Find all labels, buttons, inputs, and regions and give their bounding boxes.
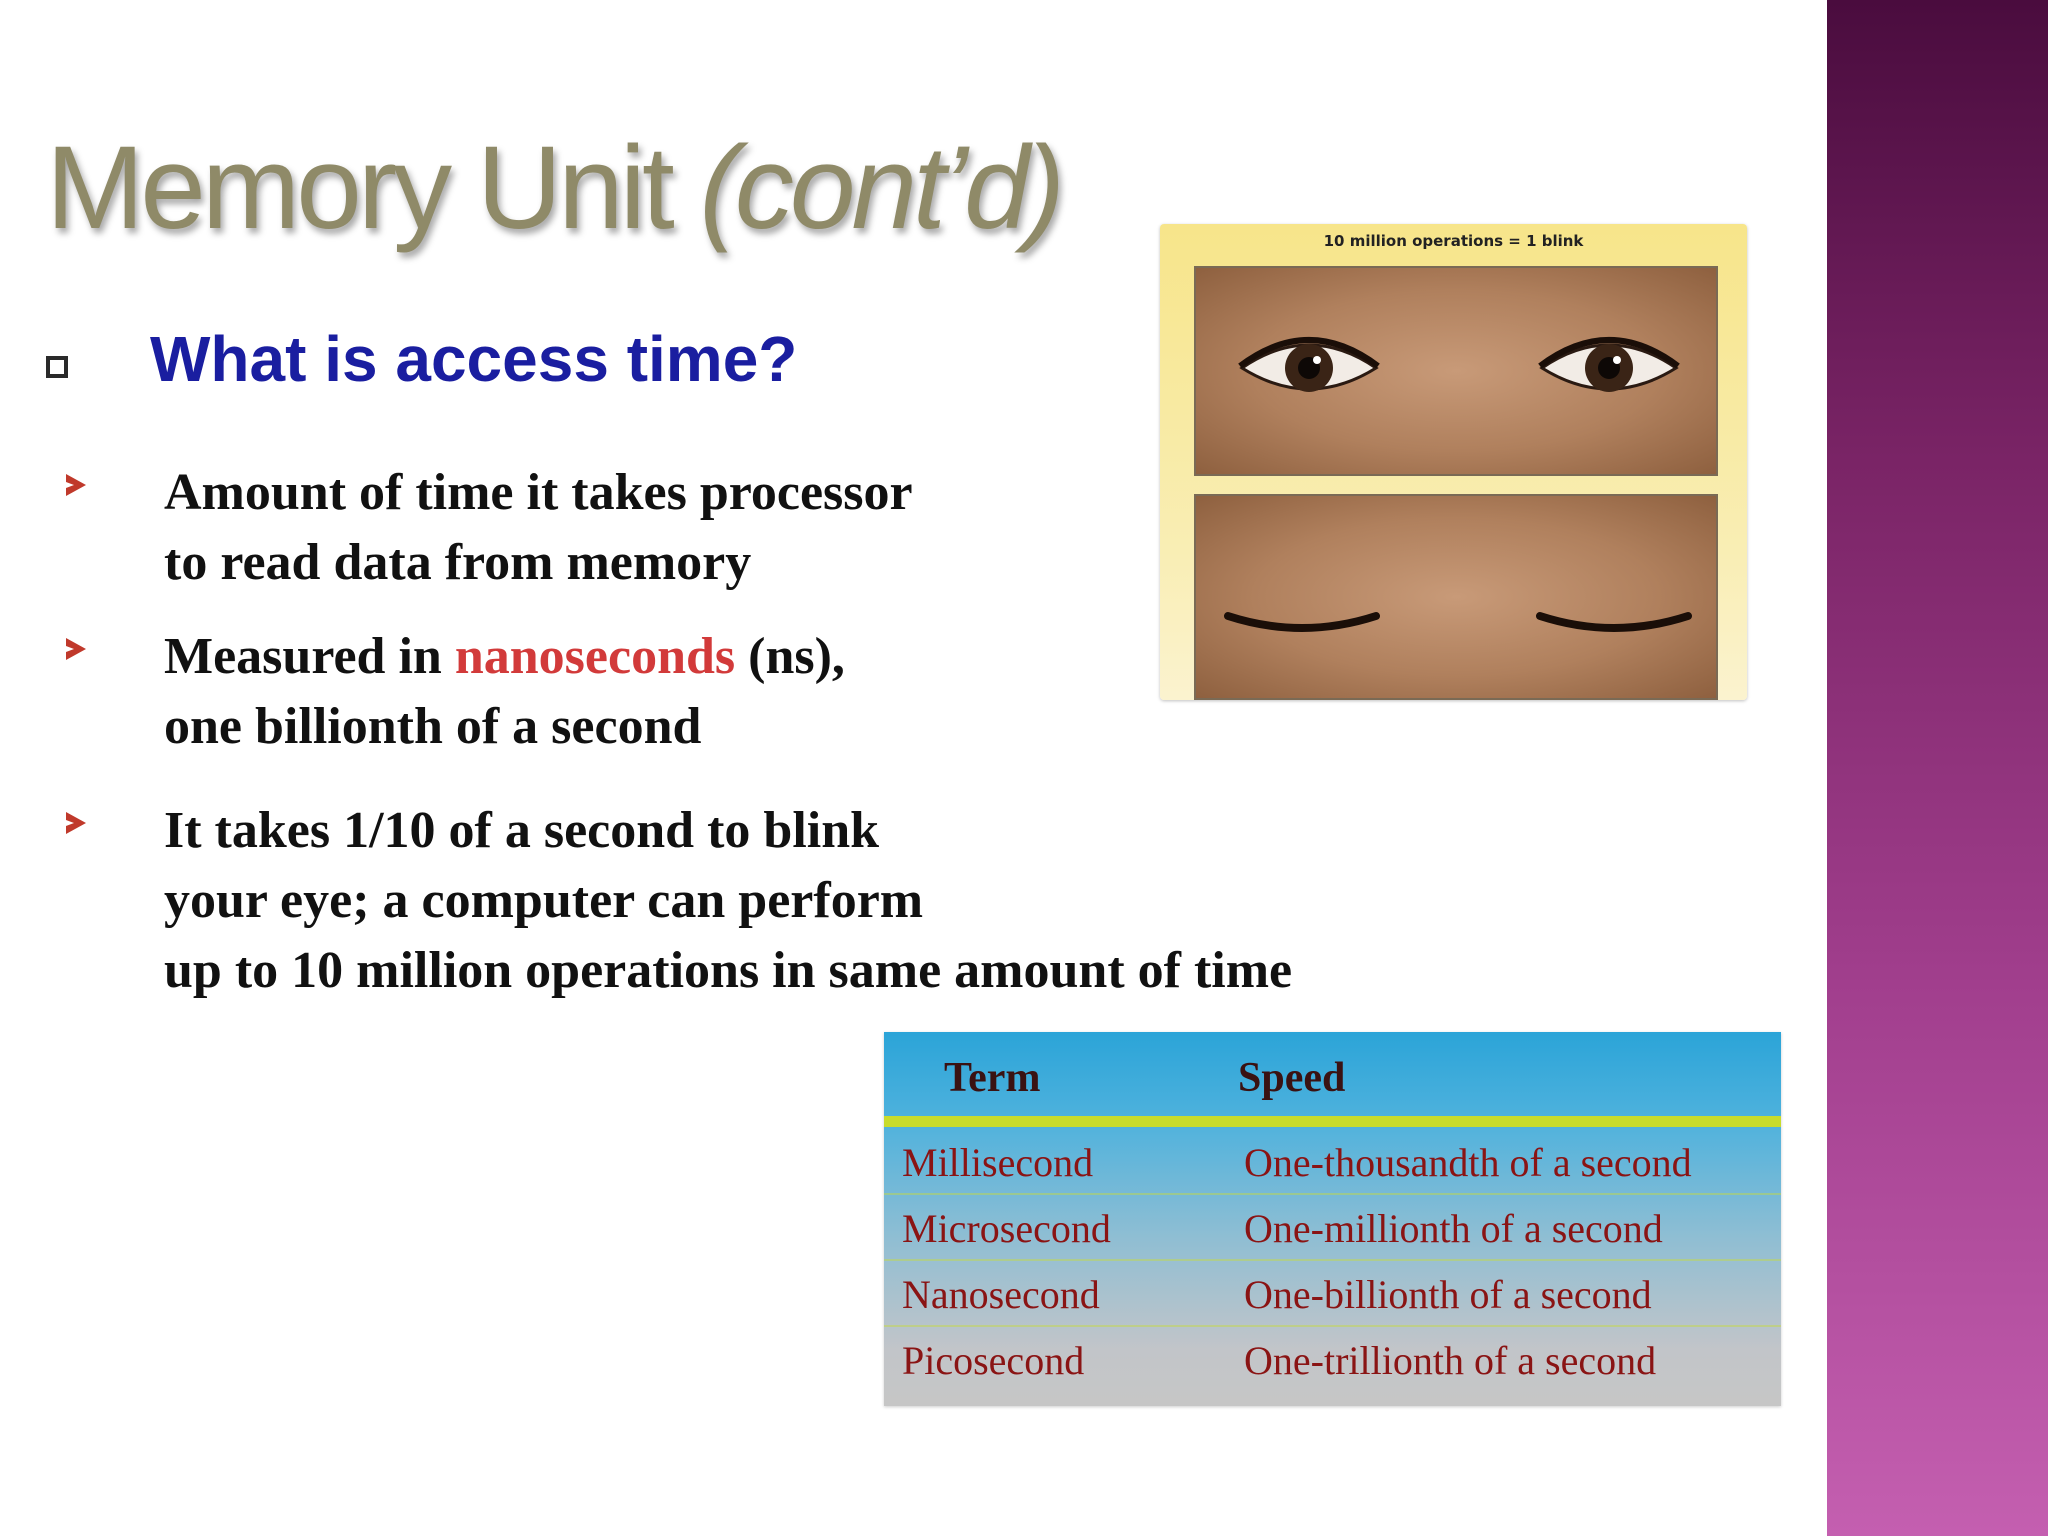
- table-cell-speed: One-thousandth of a second: [1244, 1140, 1692, 1185]
- table-row: [884, 1261, 1781, 1327]
- table-row: [884, 1129, 1781, 1195]
- table-cell-term: Microsecond: [902, 1206, 1111, 1251]
- table-cell-speed: One-millionth of a second: [1244, 1206, 1663, 1251]
- arrow-bullet-icon: [66, 474, 86, 496]
- eyes-open-panel: [1194, 266, 1718, 476]
- table-row: [884, 1327, 1781, 1393]
- table-cell-speed: One-billionth of a second: [1244, 1272, 1652, 1317]
- bullet-line: Amount of time it takes processor: [164, 464, 913, 521]
- bullet-text-after: (ns),: [735, 628, 845, 685]
- column-header-speed: Speed: [1238, 1055, 1346, 1101]
- bullet-line: up to 10 million operations in same amount of time: [164, 942, 1293, 999]
- closed-eye-icon: [1534, 596, 1694, 646]
- square-bullet-icon: [46, 356, 68, 378]
- arrow-bullet-icon: [66, 812, 86, 834]
- bullet-line: your eye; a computer can perform: [164, 872, 924, 929]
- slide-title-main: Memory Unit: [46, 122, 700, 254]
- time-units-table: [884, 1032, 1781, 1406]
- table-cell-speed: One-trillionth of a second: [1244, 1338, 1657, 1383]
- eyes-closed-panel: [1194, 494, 1718, 700]
- decorative-side-bar: [1827, 0, 2048, 1536]
- table-row: [884, 1195, 1781, 1261]
- column-header-term: Term: [944, 1055, 1041, 1101]
- bullet-line: one billionth of a second: [164, 698, 702, 755]
- table-cell-term: Millisecond: [902, 1140, 1094, 1185]
- slide-title-italic: (cont’d): [699, 122, 1062, 254]
- bullet-text: [164, 458, 913, 598]
- closed-eye-icon: [1222, 596, 1382, 646]
- highlight-nanoseconds: nanoseconds: [454, 628, 736, 685]
- header-divider: [884, 1116, 1781, 1127]
- open-eye-icon: [1534, 328, 1684, 418]
- arrow-bullet-icon: [66, 638, 86, 660]
- blink-photo-figure: [1160, 224, 1747, 700]
- table-cell-term: Picosecond: [902, 1338, 1085, 1383]
- bullet-line: to read data from memory: [164, 534, 752, 591]
- bullet-line: [164, 622, 845, 692]
- figure-caption: 10 million operations = 1 blink: [1323, 232, 1584, 250]
- slide-title: [46, 120, 1061, 256]
- question-text: What is access time?: [150, 323, 798, 395]
- table-cell-term: Nanosecond: [902, 1272, 1100, 1317]
- bullet-text: [164, 796, 1292, 1006]
- open-eye-icon: [1234, 328, 1384, 418]
- bullet-text: [164, 622, 845, 762]
- bullet-line: It takes 1/10 of a second to blink: [164, 802, 880, 859]
- bullet-text-before: Measured in: [164, 628, 455, 685]
